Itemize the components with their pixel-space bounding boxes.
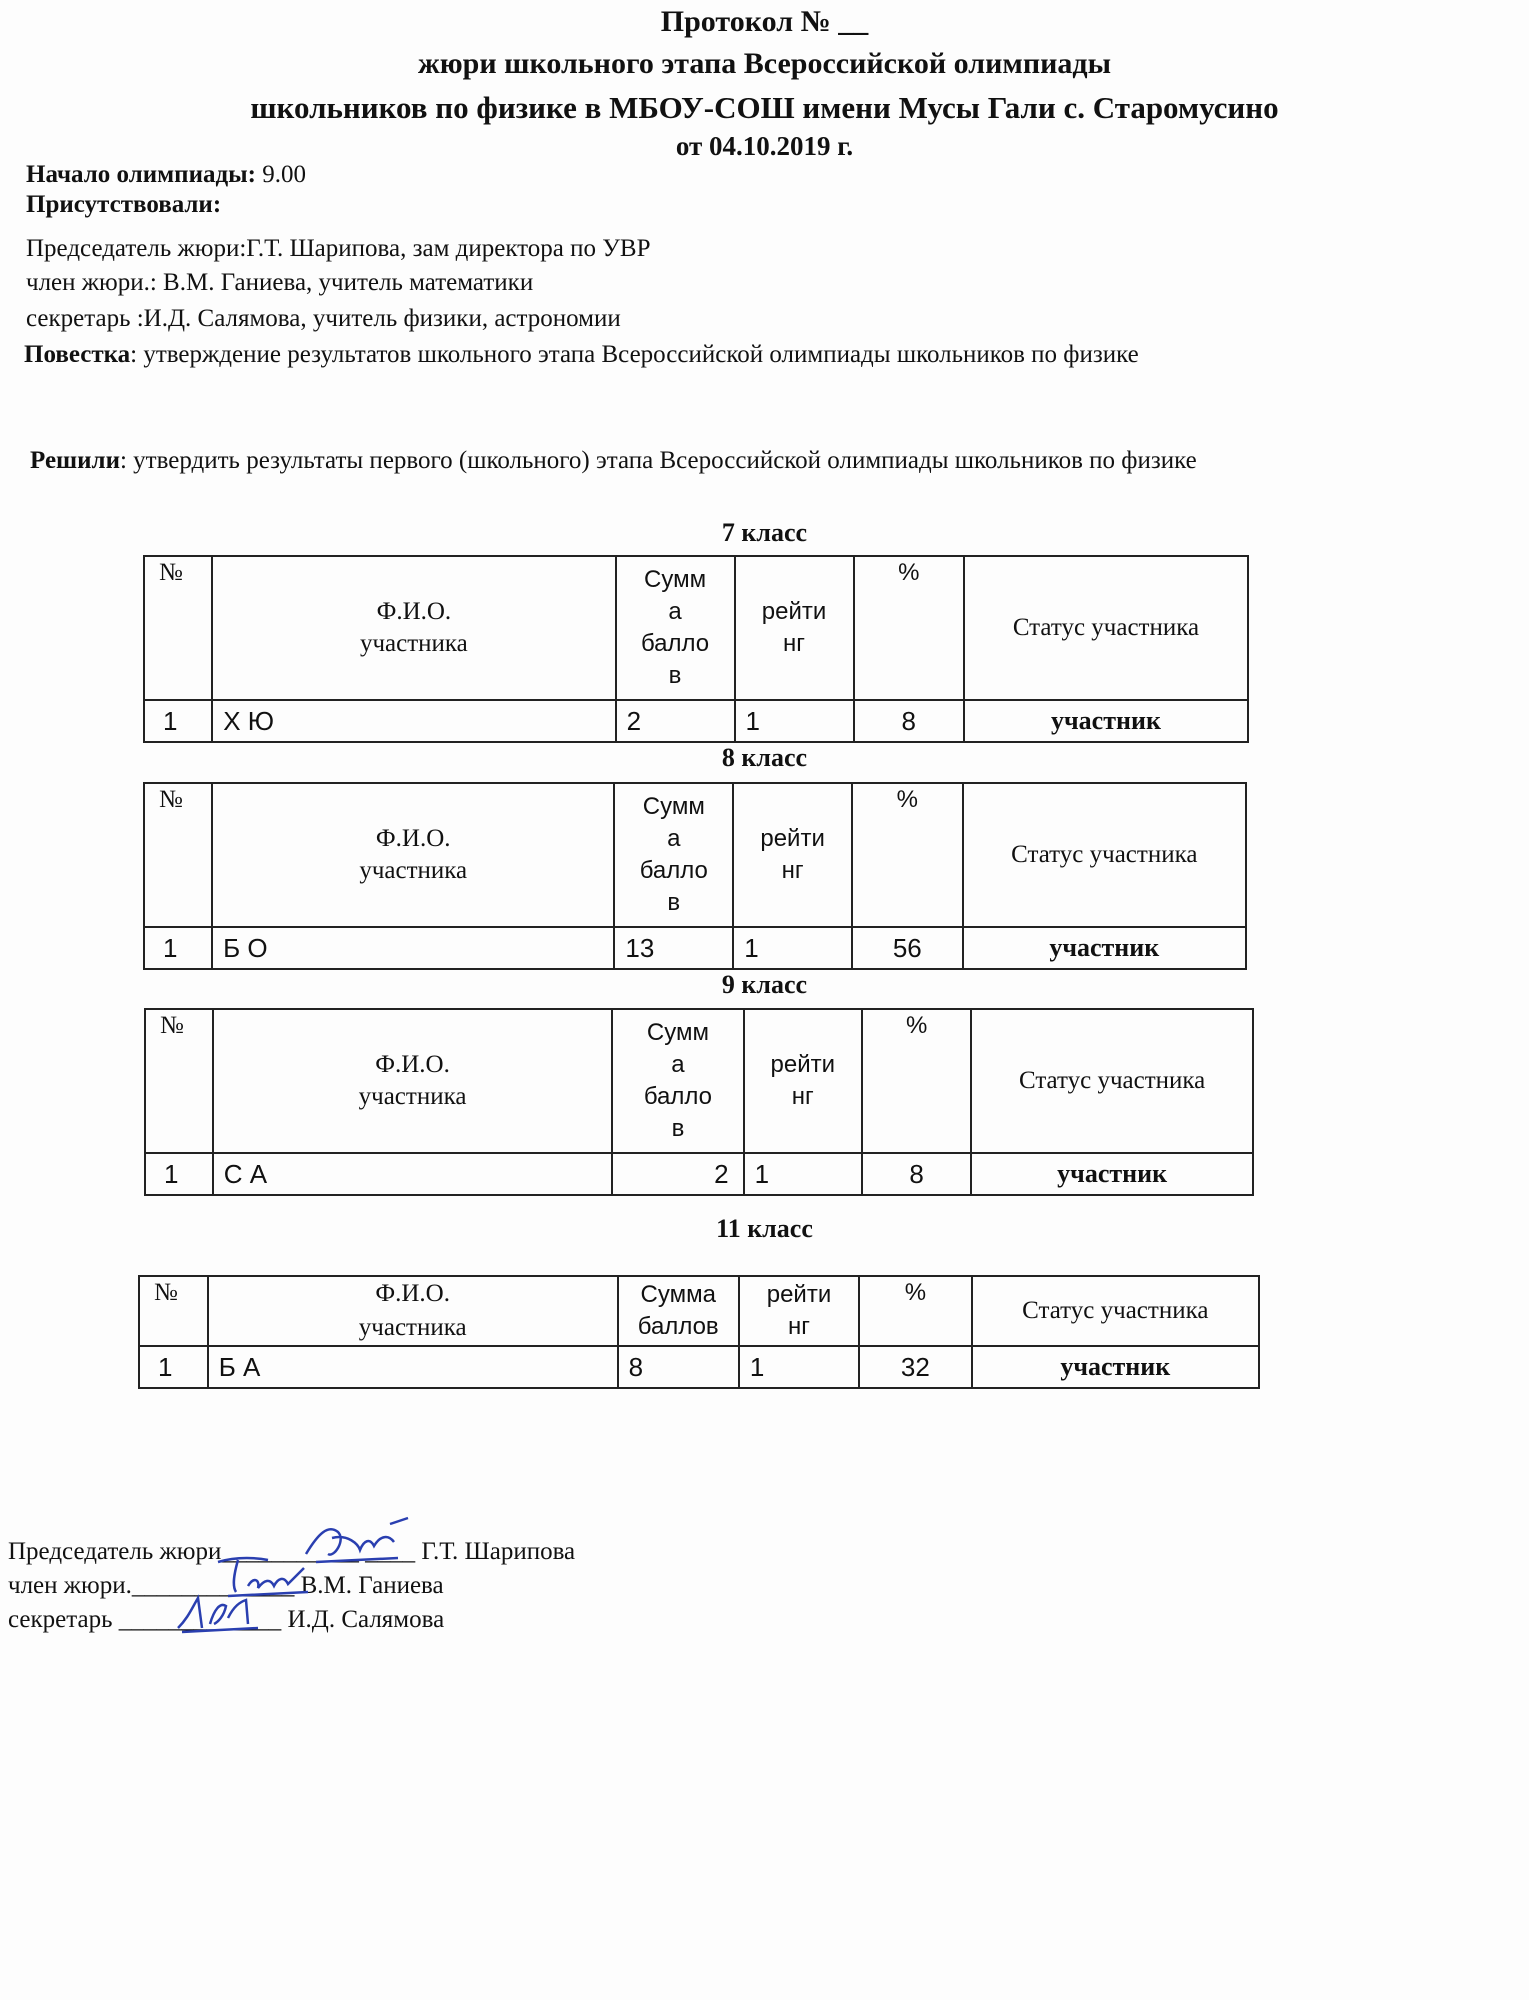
start-label: Начало олимпиады:: [26, 161, 256, 188]
cell-rating: 1: [735, 700, 854, 742]
cell-status: участник: [963, 927, 1246, 969]
header-status: Статус участника: [971, 1009, 1253, 1153]
header-sum: Сумм а балло в: [612, 1009, 743, 1153]
cell-num: 1: [139, 1346, 208, 1388]
signature-chair-name: Г.Т. Шарипова: [421, 1538, 576, 1565]
header-rating: рейти нг: [735, 556, 854, 700]
start-time: [26, 160, 306, 190]
header-fio: Ф.И.О. участника: [208, 1276, 618, 1346]
cell-rating: 1: [739, 1346, 859, 1388]
cell-fio: Х Ю: [212, 700, 615, 742]
signature-secretary-name: И.Д. Салямова: [287, 1606, 445, 1633]
header-num: №: [139, 1276, 208, 1346]
header-fio: Ф.И.О. участника: [213, 1009, 612, 1153]
header-num: №: [144, 783, 212, 927]
decision: [30, 446, 1400, 476]
signature-chair-blank: ___________ ____: [221, 1538, 422, 1565]
header-pct: %: [854, 556, 964, 700]
cell-fio: С А: [213, 1153, 612, 1195]
signature-chair-role: Председатель жюри: [8, 1538, 222, 1565]
start-value: 9.00: [255, 161, 306, 188]
signature-secretary-role: секретарь: [8, 1606, 119, 1633]
header-status: Статус участника: [964, 556, 1248, 700]
class-9-title: 9 класс: [721, 970, 808, 999]
header-pct: %: [852, 783, 963, 927]
agenda-label: Повестка: [24, 341, 131, 368]
results-table-11: [138, 1275, 1260, 1389]
cell-num: 1: [144, 700, 212, 742]
cell-rating: 1: [733, 927, 852, 969]
cell-pct: 8: [862, 1153, 971, 1195]
header-pct: %: [859, 1276, 971, 1346]
cell-pct: 32: [859, 1346, 971, 1388]
signature-jury-blank: _____________: [131, 1572, 301, 1599]
cell-sum: 13: [614, 927, 733, 969]
cell-status: участник: [972, 1346, 1259, 1388]
signature-secretary-blank: _____________: [118, 1606, 288, 1633]
cell-pct: 8: [854, 700, 964, 742]
header-rating: рейти нг: [733, 783, 852, 927]
header-fio: Ф.И.О. участника: [212, 783, 614, 927]
header-sum: Сумма баллов: [618, 1276, 739, 1346]
header-status: Статус участника: [972, 1276, 1259, 1346]
handwritten-signature-secretary: [168, 1588, 268, 1638]
header-status: Статус участника: [963, 783, 1246, 927]
results-table-8: [143, 782, 1247, 970]
protocol-title: Протокол № __: [660, 5, 869, 38]
cell-pct: 56: [852, 927, 963, 969]
agenda: [24, 340, 1334, 370]
cell-fio: Б О: [212, 927, 614, 969]
cell-sum: 2: [612, 1153, 743, 1195]
cell-fio: Б А: [208, 1346, 618, 1388]
signature-jury-role: член жюри.: [8, 1572, 132, 1599]
cell-sum: 8: [618, 1346, 739, 1388]
class-7-title: 7 класс: [721, 518, 808, 547]
cell-rating: 1: [744, 1153, 862, 1195]
header-num: №: [144, 556, 212, 700]
protocol-subtitle-school: школьников по физике в МБОУ-СОШ имени Мусы Гали с. Старомусино: [250, 90, 1279, 125]
signature-secretary: [8, 1604, 444, 1636]
cell-sum: 2: [616, 700, 735, 742]
decision-label: Решили: [30, 447, 120, 474]
header-fio: Ф.И.О. участника: [212, 556, 615, 700]
header-sum: Сумм а балло в: [616, 556, 735, 700]
cell-num: 1: [145, 1153, 213, 1195]
member-jury: член жюри.: В.М. Ганиева, учитель математики: [26, 269, 534, 296]
signature-jury-name: В.М. Ганиева: [300, 1572, 444, 1599]
header-rating: рейти нг: [739, 1276, 859, 1346]
cell-num: 1: [144, 927, 212, 969]
agenda-text: : утверждение результатов школьного этапа Всероссийской олимпиады школьников по физике: [130, 341, 1139, 368]
header-num: №: [145, 1009, 213, 1153]
header-rating: рейти нг: [744, 1009, 862, 1153]
decision-text: : утвердить результаты первого (школьного) этапа Всероссийской олимпиады школьников по физике: [119, 447, 1197, 474]
member-chair: Председатель жюри:Г.Т. Шарипова, зам директора по УВР: [26, 235, 651, 262]
class-11-title: 11 класс: [716, 1214, 813, 1243]
cell-status: участник: [971, 1153, 1253, 1195]
protocol-subtitle: жюри школьного этапа Всероссийской олимпиады: [418, 47, 1111, 80]
attended-label: Присутствовали:: [26, 191, 222, 218]
results-table-7: [143, 555, 1249, 743]
cell-status: участник: [964, 700, 1248, 742]
header-pct: %: [862, 1009, 971, 1153]
protocol-date: от 04.10.2019 г.: [675, 131, 854, 161]
member-secretary: секретарь :И.Д. Салямова, учитель физики, астрономии: [26, 305, 621, 332]
class-8-title: 8 класс: [721, 743, 808, 772]
header-sum: Сумм а балло в: [614, 783, 733, 927]
results-table-9: [144, 1008, 1254, 1196]
